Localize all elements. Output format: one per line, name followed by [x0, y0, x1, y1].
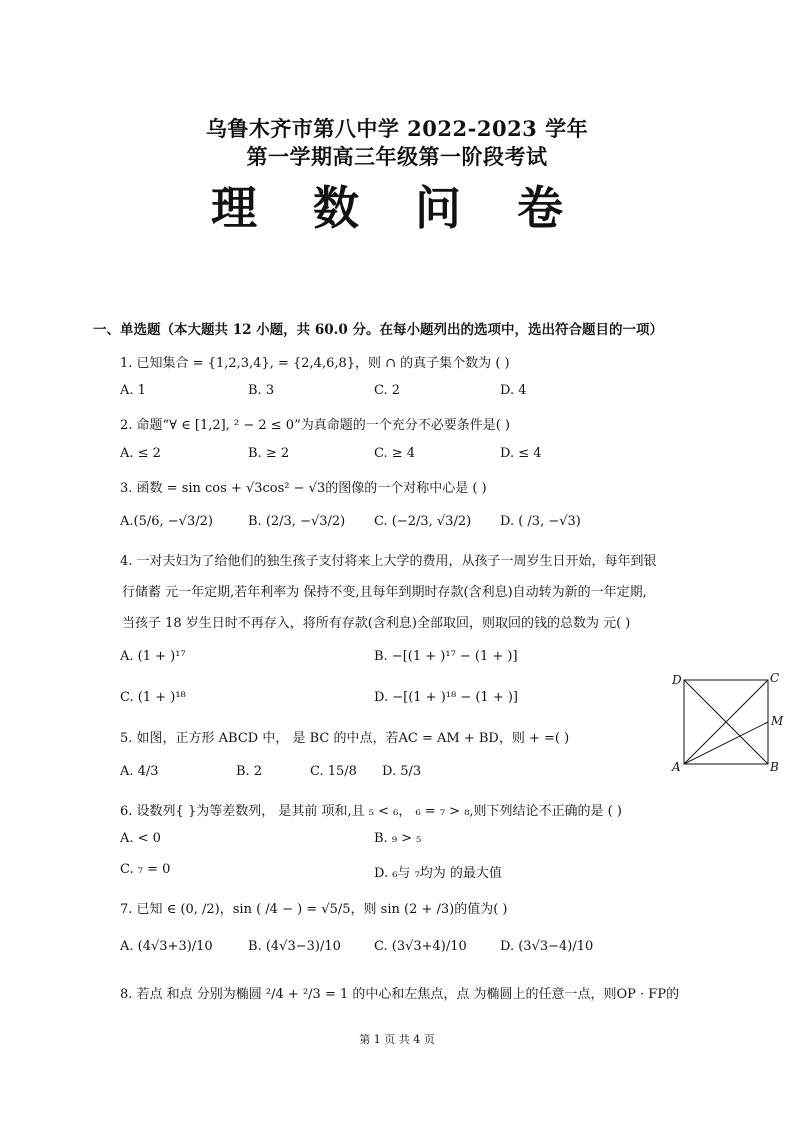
q6-option-b: B. ₉ > ₅ [374, 831, 422, 846]
q7-option-d: D. (3√3−4)/10 [500, 939, 594, 954]
q7-option-c: C. (3√3+4)/10 [374, 939, 467, 954]
question-8-stem: 8. 若点 和点 分别为椭圆 ²/4 + ²/3 = 1 的中心和左焦点，点 为椭圆上的任意一点，则OP · FP的 [120, 987, 680, 1002]
exam-title: 理 数 问 卷 [210, 181, 584, 235]
question-4-stem-line-1: 4. 一对夫妇为了给他们的独生孩子支付将来上大学的费用，从孩子一周岁生日开始，每年到银 [120, 554, 657, 569]
q2-option-a: A. ≤ 2 [120, 446, 161, 461]
q2-option-d: D. ≤ 4 [500, 446, 542, 461]
q1-option-b: B. 3 [248, 383, 275, 398]
question-4-stem-line-3: 当孩子 18 岁生日时不再存入，将所有存款(含利息)全部取回，则取回的钱的总数为 元( ) [122, 616, 631, 631]
label-m: M [771, 714, 784, 728]
q5-option-c: C. 15/8 [310, 764, 357, 779]
q5-option-a: A. 4/3 [120, 764, 159, 779]
section-heading: 一、单选题（本大题共 12 小题，共 60.0 分。在每小题列出的选项中，选出符合题目的一项） [93, 322, 663, 338]
q4-option-d: D. −[(1 + )¹⁸ − (1 + )] [374, 690, 518, 705]
label-c: C [770, 672, 780, 685]
q1-option-d: D. 4 [500, 383, 527, 398]
question-4-stem-line-2: 行储蓄 元一年定期,若年利率为 保持不变,且每年到期时存款(含利息)自动转为新的一年定期, [122, 585, 647, 600]
page-footer: 第 1 页 共 4 页 [359, 1033, 435, 1046]
q7-option-a: A. (4√3+3)/10 [120, 939, 213, 954]
square-abcd-figure [670, 672, 788, 776]
q3-option-d: D. ( /3, −√3) [500, 514, 581, 529]
question-5-stem: 5. 如图，正方形 ABCD 中， 是 BC 的中点，若AC = AM + BD，则 + =( ) [120, 731, 570, 746]
q6-option-c: C. ₇ = 0 [120, 862, 171, 877]
exam-school-line: 乌鲁木齐市第八中学 2022-2023 学年 [205, 116, 589, 141]
question-6-stem: 6. 设数列{ }为等差数列， 是其前 项和,且 ₅ < ₆， ₆ = ₇ > ₈,则下列结论不正确的是 ( ) [120, 804, 622, 819]
label-d: D [672, 673, 682, 687]
question-2-stem: 2. 命题“∀ ∈ [1,2], ² − 2 ≤ 0”为真命题的一个充分不必要条件是( ) [120, 418, 510, 433]
question-1-stem: 1. 已知集合 = {1,2,3,4}, = {2,4,6,8}，则 ∩ 的真子集个数为 ( ) [120, 356, 510, 371]
q3-option-b: B. (2/3, −√3/2) [248, 514, 346, 529]
q4-option-b: B. −[(1 + )¹⁷ − (1 + )] [374, 649, 518, 664]
exam-term-line: 第一学期高三年级第一阶段考试 [246, 144, 548, 169]
q6-option-d: D. ₆与 ₇均为 的最大值 [374, 866, 502, 881]
q1-option-a: A. 1 [120, 383, 146, 398]
q3-option-a: A.(5/6, −√3/2) [120, 514, 213, 529]
q4-option-a: A. (1 + )¹⁷ [120, 649, 186, 664]
q1-option-c: C. 2 [374, 383, 401, 398]
q4-option-c: C. (1 + )¹⁸ [120, 690, 186, 705]
q2-option-b: B. ≥ 2 [248, 446, 290, 461]
q2-option-c: C. ≥ 4 [374, 446, 416, 461]
q3-option-c: C. (−2/3, √3/2) [374, 514, 472, 529]
question-7-stem: 7. 已知 ∈ (0, /2)，sin ( /4 − ) = √5/5，则 sin (2 + /3)的值为( ) [120, 902, 508, 917]
q6-option-a: A. < 0 [120, 831, 161, 846]
q5-option-d: D. 5/3 [382, 764, 422, 779]
q5-option-b: B. 2 [236, 764, 263, 779]
q7-option-b: B. (4√3−3)/10 [248, 939, 341, 954]
question-3-stem: 3. 函数 = sin cos + √3cos² − √3的图像的一个对称中心是 ( ) [120, 481, 487, 496]
label-a: A [672, 760, 681, 772]
label-b: B [770, 760, 779, 772]
